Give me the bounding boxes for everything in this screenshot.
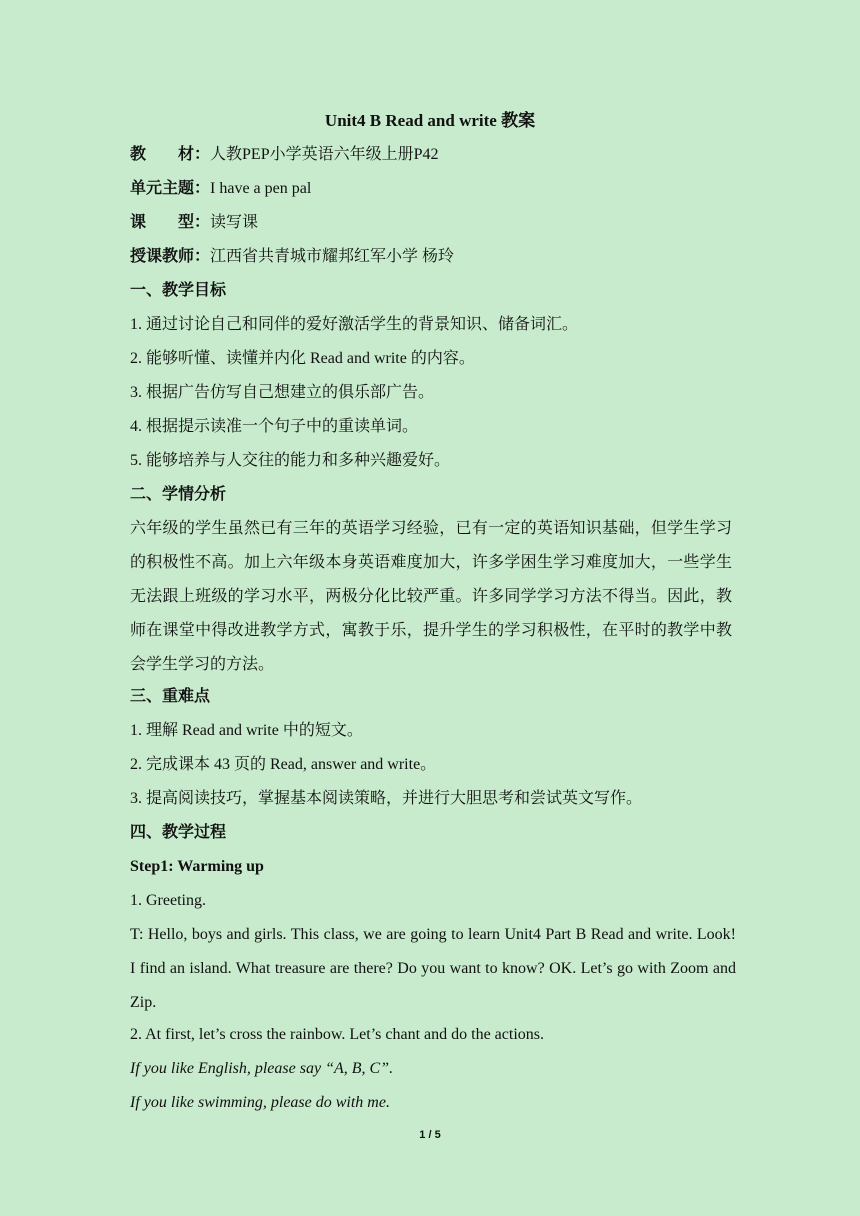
meta-value: I have a pen pal bbox=[210, 180, 312, 197]
meta-label: 教 材： bbox=[130, 146, 211, 163]
meta-label: 授课教师： bbox=[130, 248, 211, 265]
chant-line: If you like English, please say “A, B, C”. bbox=[130, 1060, 394, 1077]
goal-item: 2. 能够听懂、读懂并内化 Read and write 的内容。 bbox=[130, 350, 475, 367]
goal-item: 3. 根据广告仿写自己想建立的俱乐部广告。 bbox=[130, 384, 435, 401]
teacher-talk-paragraph: T: Hello, boys and girls. This class, we are going to learn Unit4 Part B Read and write. Look! I find an island. What treasure are there? Do you want to know? OK. Let’s go with Zoom and Zip. bbox=[130, 926, 736, 1011]
meta-label: 单元主题： bbox=[130, 180, 211, 197]
meta-textbook bbox=[130, 144, 740, 166]
meta-teacher bbox=[130, 246, 740, 268]
meta-lesson-type bbox=[130, 212, 740, 234]
meta-value: 读写课 bbox=[210, 214, 259, 231]
goal-item: 4. 根据提示读准一个句子中的重读单词。 bbox=[130, 418, 419, 435]
meta-label: 课 型： bbox=[130, 214, 211, 231]
section-heading-goals: 一、教学目标 bbox=[130, 282, 227, 299]
chant-line: If you like swimming, please do with me. bbox=[130, 1094, 390, 1111]
section-heading-key-points: 三、重难点 bbox=[130, 688, 211, 705]
rainbow-line: 2. At first, let’s cross the rainbow. Let’s chant and do the actions. bbox=[130, 1026, 544, 1043]
page-number: 1 / 5 bbox=[419, 1129, 441, 1141]
key-point-item: 2. 完成课本 43 页的 Read, answer and write。 bbox=[130, 756, 437, 773]
greeting-line: 1. Greeting. bbox=[130, 892, 206, 909]
meta-value: 江西省共青城市耀邦红军小学 杨玲 bbox=[210, 248, 455, 265]
section-heading-process: 四、教学过程 bbox=[130, 824, 227, 841]
goal-item: 1. 通过讨论自己和同伴的爱好激活学生的背景知识、储备词汇。 bbox=[130, 316, 579, 333]
analysis-paragraph: 六年级的学生虽然已有三年的英语学习经验，已有一定的英语知识基础，但学生学习的积极性不高。加上六年级本身英语难度加大，许多学困生学习难度加大，一些学生无法跟上班级的学习水平，两极分化比较严重。许多同学学习方法不得当。因此，教师在课堂中得改进教学方式，寓教于乐，提升学生的学习积极性，在平时的教学中教会学生学习的方法。 bbox=[130, 520, 732, 673]
goal-item: 5. 能够培养与人交往的能力和多种兴趣爱好。 bbox=[130, 452, 451, 469]
meta-value: 人教PEP小学英语六年级上册P42 bbox=[210, 146, 439, 163]
document-title: Unit4 B Read and write 教案 bbox=[324, 111, 536, 130]
meta-unit-theme bbox=[130, 178, 740, 200]
section-heading-analysis: 二、学情分析 bbox=[130, 486, 227, 503]
key-point-item: 3. 提高阅读技巧，掌握基本阅读策略，并进行大胆思考和尝试英文写作。 bbox=[130, 790, 643, 807]
key-point-item: 1. 理解 Read and write 中的短文。 bbox=[130, 722, 363, 739]
step-heading: Step1: Warming up bbox=[130, 858, 264, 875]
